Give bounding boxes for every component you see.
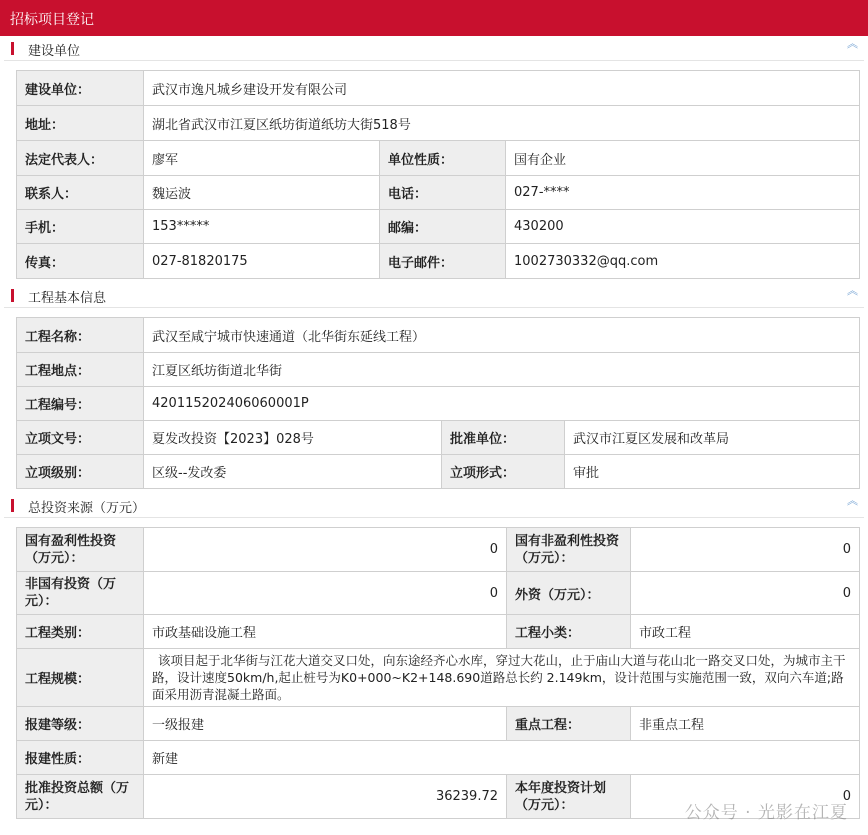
table-row bbox=[17, 421, 860, 455]
panel bbox=[4, 36, 864, 819]
section-title: 总投资来源（万元） bbox=[28, 501, 146, 516]
field-value: 新建 bbox=[144, 741, 860, 775]
field-label: 立项形式： bbox=[442, 455, 565, 489]
table-row bbox=[17, 455, 860, 489]
field-label: 工程名称： bbox=[17, 318, 144, 353]
project-table bbox=[16, 317, 860, 489]
field-label: 外资（万元）： bbox=[507, 572, 631, 615]
section-marker bbox=[11, 42, 14, 55]
field-value: 湖北省武汉市江夏区纸坊街道纸坊大街518号 bbox=[144, 106, 860, 141]
field-value: 027-**** bbox=[506, 176, 860, 210]
field-label: 单位性质： bbox=[380, 141, 506, 176]
field-label: 国有盈利性投资（万元）： bbox=[17, 528, 144, 572]
field-value: 国有企业 bbox=[506, 141, 860, 176]
field-value: 武汉至咸宁城市快速通道（北华街东延线工程） bbox=[144, 318, 860, 353]
field-label: 报建等级： bbox=[17, 707, 144, 741]
table-row bbox=[17, 649, 860, 707]
section-header-unit bbox=[4, 36, 864, 61]
field-value: 430200 bbox=[506, 210, 860, 244]
table-row bbox=[17, 741, 860, 775]
field-label: 工程地点： bbox=[17, 353, 144, 387]
field-value: 0 bbox=[631, 775, 860, 819]
field-value: 027-81820175 bbox=[144, 244, 380, 279]
section-marker bbox=[11, 499, 14, 512]
table-row bbox=[17, 353, 860, 387]
section-header-project bbox=[4, 283, 864, 308]
field-value: 武汉市江夏区发展和改革局 bbox=[565, 421, 860, 455]
field-value: 夏发改投资【2023】028号 bbox=[144, 421, 442, 455]
field-value: 非重点工程 bbox=[631, 707, 860, 741]
field-value: 市政工程 bbox=[631, 615, 860, 649]
table-row bbox=[17, 176, 860, 210]
watermark: 公众号 · 光影在江夏 bbox=[684, 803, 848, 823]
invest-table bbox=[16, 527, 860, 819]
field-label: 非国有投资（万元）： bbox=[17, 572, 144, 615]
field-label: 电话： bbox=[380, 176, 506, 210]
collapse-icon[interactable]: ︽ bbox=[847, 37, 858, 50]
field-value: 0 bbox=[144, 528, 507, 572]
collapse-icon[interactable]: ︽ bbox=[847, 284, 858, 297]
field-value: 一级报建 bbox=[144, 707, 507, 741]
table-row bbox=[17, 71, 860, 106]
field-value: 区级--发改委 bbox=[144, 455, 442, 489]
field-label: 传真： bbox=[17, 244, 144, 279]
field-value: 该项目起于北华街与江花大道交叉口处，向东途经齐心水库，穿过大花山，止于庙山大道与花山北一路交叉口处，为城市主干路，设计速度50km/h,起止桩号为K0+000~K2+148.690道路总长约 2.149km，设计范围与实施范围一致，双向六车道;路面采用沥青混凝土路面。 bbox=[144, 649, 860, 707]
field-label: 手机： bbox=[17, 210, 144, 244]
field-value: 魏运波 bbox=[144, 176, 380, 210]
field-label: 立项文号： bbox=[17, 421, 144, 455]
field-value: 审批 bbox=[565, 455, 860, 489]
unit-table bbox=[16, 70, 860, 279]
section-title: 工程基本信息 bbox=[28, 291, 107, 306]
table-row bbox=[17, 318, 860, 353]
table-row bbox=[17, 707, 860, 741]
page-title: 招标项目登记 bbox=[0, 0, 868, 36]
field-value: 0 bbox=[144, 572, 507, 615]
table-row bbox=[17, 244, 860, 279]
table-row bbox=[17, 572, 860, 615]
table-row bbox=[17, 615, 860, 649]
section-marker bbox=[11, 289, 14, 302]
field-label: 批准单位： bbox=[442, 421, 565, 455]
field-value: 1002730332@qq.com bbox=[506, 244, 860, 279]
field-label: 立项级别： bbox=[17, 455, 144, 489]
field-label: 批准投资总额（万元）： bbox=[17, 775, 144, 819]
field-label: 邮编： bbox=[380, 210, 506, 244]
section-header-invest bbox=[4, 493, 864, 518]
field-label: 重点工程： bbox=[507, 707, 631, 741]
field-value: 廖军 bbox=[144, 141, 380, 176]
field-label: 工程类别： bbox=[17, 615, 144, 649]
field-label: 工程规模： bbox=[17, 649, 144, 707]
field-label: 建设单位： bbox=[17, 71, 144, 106]
field-label: 本年度投资计划（万元）： bbox=[507, 775, 631, 819]
section-title: 建设单位 bbox=[28, 44, 81, 59]
table-row bbox=[17, 210, 860, 244]
table-row bbox=[17, 141, 860, 176]
field-value: 153***** bbox=[144, 210, 380, 244]
field-value: 0 bbox=[631, 572, 860, 615]
table-row bbox=[17, 528, 860, 572]
field-value: 市政基础设施工程 bbox=[144, 615, 507, 649]
field-label: 国有非盈利性投资（万元）： bbox=[507, 528, 631, 572]
field-label: 电子邮件： bbox=[380, 244, 506, 279]
field-label: 法定代表人： bbox=[17, 141, 144, 176]
table-row bbox=[17, 106, 860, 141]
field-value: 武汉市逸凡城乡建设开发有限公司 bbox=[144, 71, 860, 106]
field-label: 工程小类： bbox=[507, 615, 631, 649]
collapse-icon[interactable]: ︽ bbox=[847, 494, 858, 507]
field-label: 工程编号： bbox=[17, 387, 144, 421]
field-value: 420115202406060001P bbox=[144, 387, 860, 421]
field-label: 报建性质： bbox=[17, 741, 144, 775]
field-value: 36239.72 bbox=[144, 775, 507, 819]
field-label: 地址： bbox=[17, 106, 144, 141]
table-row bbox=[17, 387, 860, 421]
field-value: 0 bbox=[631, 528, 860, 572]
field-label: 联系人： bbox=[17, 176, 144, 210]
field-value: 江夏区纸坊街道北华街 bbox=[144, 353, 860, 387]
